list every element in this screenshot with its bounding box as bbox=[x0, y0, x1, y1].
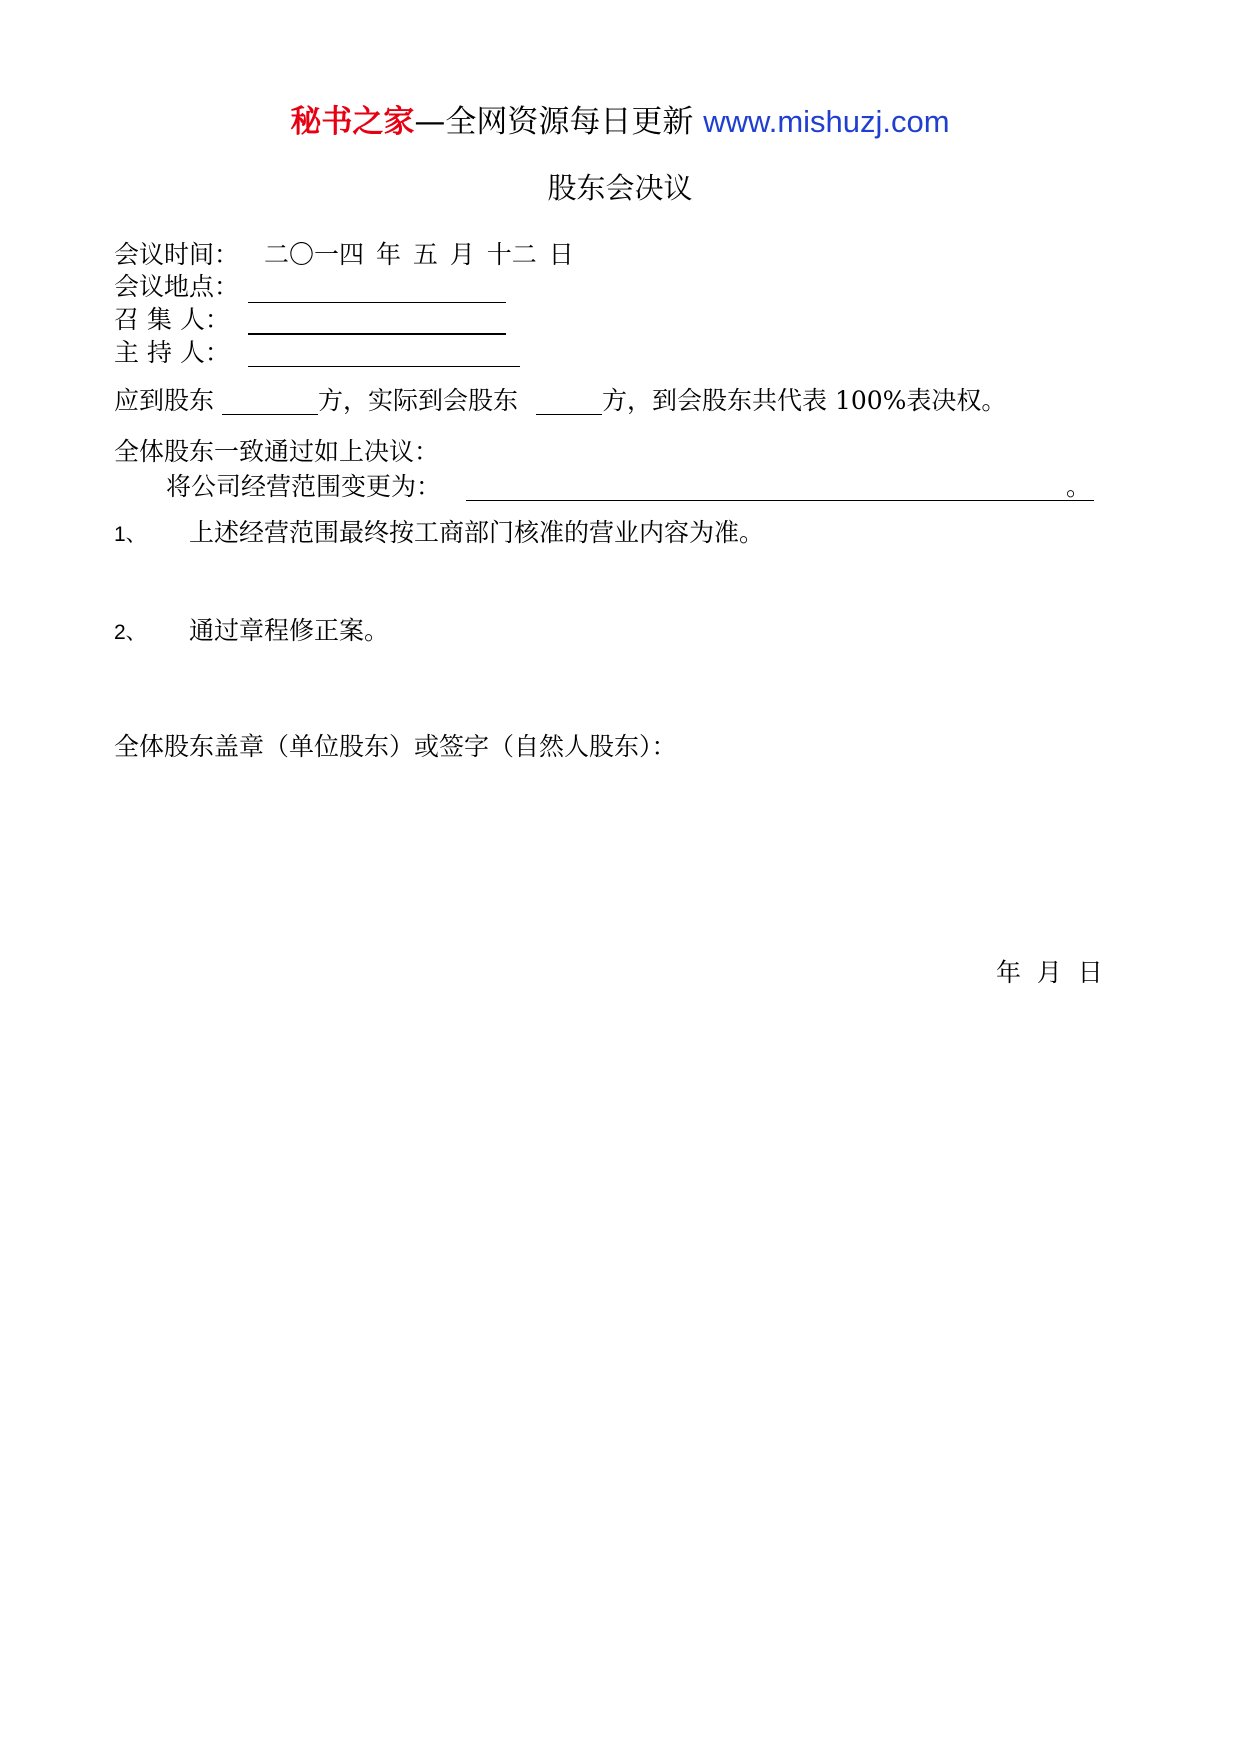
site-url-link[interactable]: www.mishuzj.com bbox=[703, 104, 950, 139]
signature-label: 全体股东盖章（单位股东）或签字（自然人股东）： bbox=[114, 732, 677, 761]
attendance-part3: 方，到会股东共代表 100%表决权。 bbox=[602, 386, 1007, 415]
date-line: 年 月 日 bbox=[996, 958, 1103, 987]
item1-text: 上述经营范围最终按工商部门核准的营业内容为准。 bbox=[189, 518, 765, 547]
resolution-intro: 全体股东一致通过如上决议： bbox=[114, 437, 440, 466]
site-banner bbox=[0, 100, 1240, 144]
attendance-part1: 应到股东 bbox=[114, 386, 215, 415]
meeting-place-label: 会议地点： bbox=[114, 272, 240, 301]
item2-text: 通过章程修正案。 bbox=[189, 616, 390, 645]
item2-number: 2、 bbox=[114, 621, 147, 644]
scope-change-blank bbox=[466, 500, 1094, 501]
meeting-time-label: 会议时间： bbox=[114, 240, 240, 269]
document-title: 股东会决议 bbox=[547, 171, 693, 205]
expected-shareholders-blank bbox=[222, 414, 318, 415]
convener-blank bbox=[248, 333, 506, 335]
item1-number: 1、 bbox=[114, 523, 147, 546]
scope-change-label: 将公司经营范围变更为： bbox=[166, 472, 442, 501]
meeting-time-value: 二〇一四 年 五 月 十二 日 bbox=[264, 240, 574, 269]
host-blank bbox=[248, 366, 520, 367]
brand-name: 秘书之家 bbox=[290, 104, 415, 140]
banner-tagline: —全网资源每日更新 bbox=[414, 104, 704, 140]
attendance-part2: 方，实际到会股东 bbox=[318, 386, 519, 415]
meeting-place-blank bbox=[248, 302, 506, 303]
scope-change-end: 。 bbox=[1066, 472, 1092, 501]
host-label: 主 持 人： bbox=[114, 338, 230, 367]
convener-label: 召 集 人： bbox=[114, 305, 230, 334]
present-shareholders-blank bbox=[536, 414, 602, 415]
